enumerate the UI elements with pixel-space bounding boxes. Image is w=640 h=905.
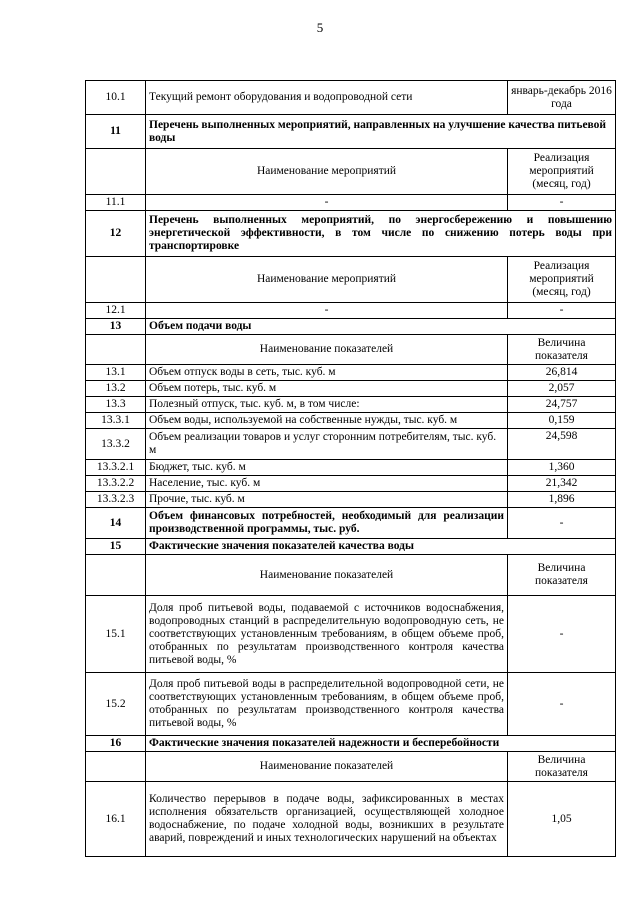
row-value: - [508, 303, 616, 319]
table-row [86, 81, 616, 115]
row-value: 26,814 [508, 365, 616, 381]
header-row [86, 335, 616, 365]
column-header-value: Величина показателя [508, 555, 616, 596]
column-header-name: Наименование показателей [146, 335, 508, 365]
row-name: Доля проб питьевой воды в распределительной водопроводной сети, не соответствующих установленным требованиям, в общем объеме проб, отобранных по результатам производственного контроля качества питьевой воды, % [146, 673, 508, 736]
column-header-name: Наименование мероприятий [146, 149, 508, 195]
section-row [86, 115, 616, 149]
table-row [86, 782, 616, 857]
section-number: 13 [86, 319, 146, 335]
row-number: 11.1 [86, 195, 146, 211]
row-name: - [146, 195, 508, 211]
row-name: - [146, 303, 508, 319]
row-name: Количество перерывов в подаче воды, зафиксированных в местах исполнения обязательств организацией, осуществляющей холодное водоснабжение, по подаче холодной воды, возникших в результате аварий, повреждений и иных технологических нарушений на объектах [146, 782, 508, 857]
row-number: 13.2 [86, 381, 146, 397]
section-row [86, 319, 616, 335]
table-row [86, 460, 616, 476]
table-row [86, 492, 616, 508]
section-number: 11 [86, 115, 146, 149]
row-number: 13.3 [86, 397, 146, 413]
row-value: - [508, 673, 616, 736]
row-value: 1,896 [508, 492, 616, 508]
row-name: Прочие, тыс. куб. м [146, 492, 508, 508]
section-row [86, 508, 616, 539]
table-row [86, 397, 616, 413]
row-value: 1,05 [508, 782, 616, 857]
row-number: 16.1 [86, 782, 146, 857]
row-number: 15.1 [86, 596, 146, 673]
row-name: Бюджет, тыс. куб. м [146, 460, 508, 476]
row-value: - [508, 596, 616, 673]
program-table [85, 80, 616, 857]
row-name: Население, тыс. куб. м [146, 476, 508, 492]
column-header-value: Величина показателя [508, 335, 616, 365]
row-name: Объем отпуск воды в сеть, тыс. куб. м [146, 365, 508, 381]
section-title: Перечень выполненных мероприятий, направленных на улучшение качества питьевой воды [146, 115, 616, 149]
section-number: 15 [86, 539, 146, 555]
section-title: Фактические значения показателей качества воды [146, 539, 616, 555]
column-header-name: Наименование мероприятий [146, 257, 508, 303]
row-name: Доля проб питьевой воды, подаваемой с источников водоснабжения, водопроводных станций в распределительную водопроводную сеть, не соответствующих установленным требованиям, в общем объеме проб, отобранных по результатам производственного контроля качества питьевой воды, % [146, 596, 508, 673]
row-value: 1,360 [508, 460, 616, 476]
section-number: 12 [86, 211, 146, 257]
row-number: 13.3.2.1 [86, 460, 146, 476]
header-row [86, 257, 616, 303]
section-title: Объем подачи воды [146, 319, 616, 335]
row-name: Объем воды, используемой на собственные нужды, тыс. куб. м [146, 413, 508, 429]
row-number: 12.1 [86, 303, 146, 319]
row-name: Объем реализации товаров и услуг сторонним потребителям, тыс. куб. м [146, 429, 508, 460]
row-value: 21,342 [508, 476, 616, 492]
row-value: 2,057 [508, 381, 616, 397]
section-row [86, 211, 616, 257]
row-name: Полезный отпуск, тыс. куб. м, в том числе: [146, 397, 508, 413]
section-title: Фактические значения показателей надежности и бесперебойности [146, 736, 616, 752]
row-value: 24,598 [508, 429, 616, 460]
row-number: 10.1 [86, 81, 146, 115]
header-row [86, 752, 616, 782]
row-number: 13.3.2.3 [86, 492, 146, 508]
table-row [86, 596, 616, 673]
row-name: Объем потерь, тыс. куб. м [146, 381, 508, 397]
column-header-name: Наименование показателей [146, 752, 508, 782]
table-row [86, 195, 616, 211]
table-row [86, 381, 616, 397]
row-number: 15.2 [86, 673, 146, 736]
section-number: 16 [86, 736, 146, 752]
column-header-value: Реализация мероприятий (месяц, год) [508, 257, 616, 303]
table-row [86, 476, 616, 492]
row-value: 24,757 [508, 397, 616, 413]
table-row [86, 303, 616, 319]
section-title: Перечень выполненных мероприятий, по энергосбережению и повышению энергетической эффективности, в том числе по снижению потерь воды при транспортировке [146, 211, 616, 257]
row-value: - [508, 195, 616, 211]
column-header-name: Наименование показателей [146, 555, 508, 596]
column-header-value: Реализация мероприятий (месяц, год) [508, 149, 616, 195]
table-row [86, 413, 616, 429]
table-row [86, 429, 616, 460]
row-value: январь-декабрь 2016 года [508, 81, 616, 115]
header-row [86, 149, 616, 195]
header-row [86, 555, 616, 596]
table-row [86, 365, 616, 381]
row-name: Текущий ремонт оборудования и водопроводной сети [146, 81, 508, 115]
column-header-value: Величина показателя [508, 752, 616, 782]
section-row [86, 539, 616, 555]
row-number: 13.3.2.2 [86, 476, 146, 492]
row-number: 13.3.2 [86, 429, 146, 460]
section-number: 14 [86, 508, 146, 539]
row-number: 13.3.1 [86, 413, 146, 429]
row-value: - [508, 508, 616, 539]
section-title: Объем финансовых потребностей, необходимый для реализации производственной программы, тыс. руб. [146, 508, 508, 539]
table-row [86, 673, 616, 736]
row-value: 0,159 [508, 413, 616, 429]
row-number: 13.1 [86, 365, 146, 381]
section-row [86, 736, 616, 752]
page-number: 5 [316, 20, 324, 35]
